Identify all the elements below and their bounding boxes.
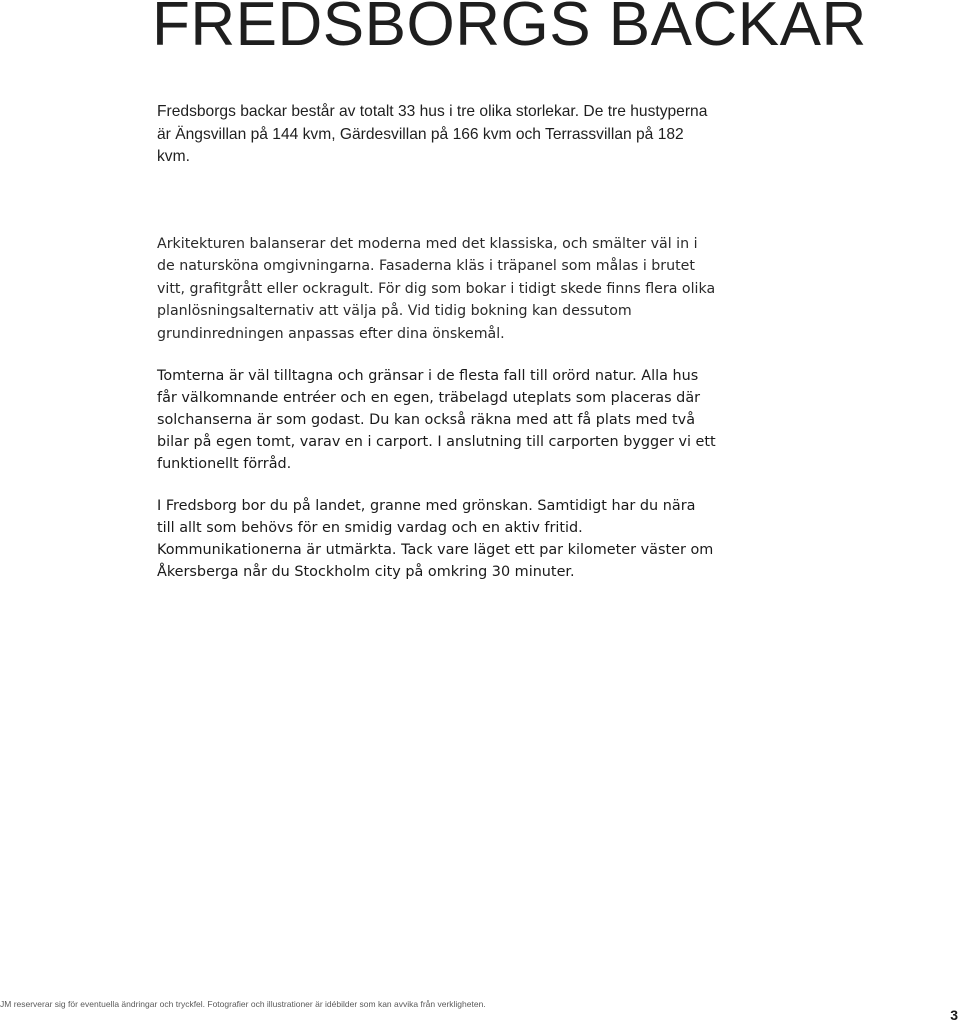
disclaimer-footnote: JM reserverar sig för eventuella ändringar och tryckfel. Fotografier och illustrationer är idébilder som kan avvika från verkligheten. [0,999,486,1009]
plots-paragraph: Tomterna är väl tilltagna och gränsar i de flesta fall till orörd natur. Alla hus får välkomnande entréer och en egen, träbelagd uteplats som placeras där solchanserna är som godast. Du kan också räkna med att få plats med två bilar på egen tomt, varav en i carport. I anslutning till carporten bygger vi ett funktionellt förråd. [157,368,716,472]
location-paragraph: I Fredsborg bor du på landet, granne med grönskan. Samtidigt har du nära till allt som behövs för en smidig vardag och en aktiv fritid. Kommunikationerna är utmärkta. Tack vare läget ett par kilometer väster om Åkersberga når du Stockholm city på omkring 30 minuter. [157,498,714,580]
page-number: 3 [950,1007,958,1023]
page-title: FREDSBORGS BACKAR [152,0,867,59]
architecture-paragraph: Arkitekturen balanserar det moderna med det klassiska, och smälter väl in i de natursköna omgivningarna. Fasaderna kläs i träpanel som målas i brutet vitt, grafitgrått eller ockragult. För dig som bokar i tidigt skede finns flera olika planlösningsalternativ att välja på. Vid tidig bokning kan dessutom grundinredningen anpassas efter dina önskemål. [157,235,716,342]
intro-paragraph: Fredsborgs backar består av totalt 33 hus i tre olika storlekar. De tre hustyperna är Ängsvillan på 144 kvm, Gärdesvillan på 166 kvm och Terrassvillan på 182 kvm. [157,103,708,165]
body-text [157,101,717,603]
